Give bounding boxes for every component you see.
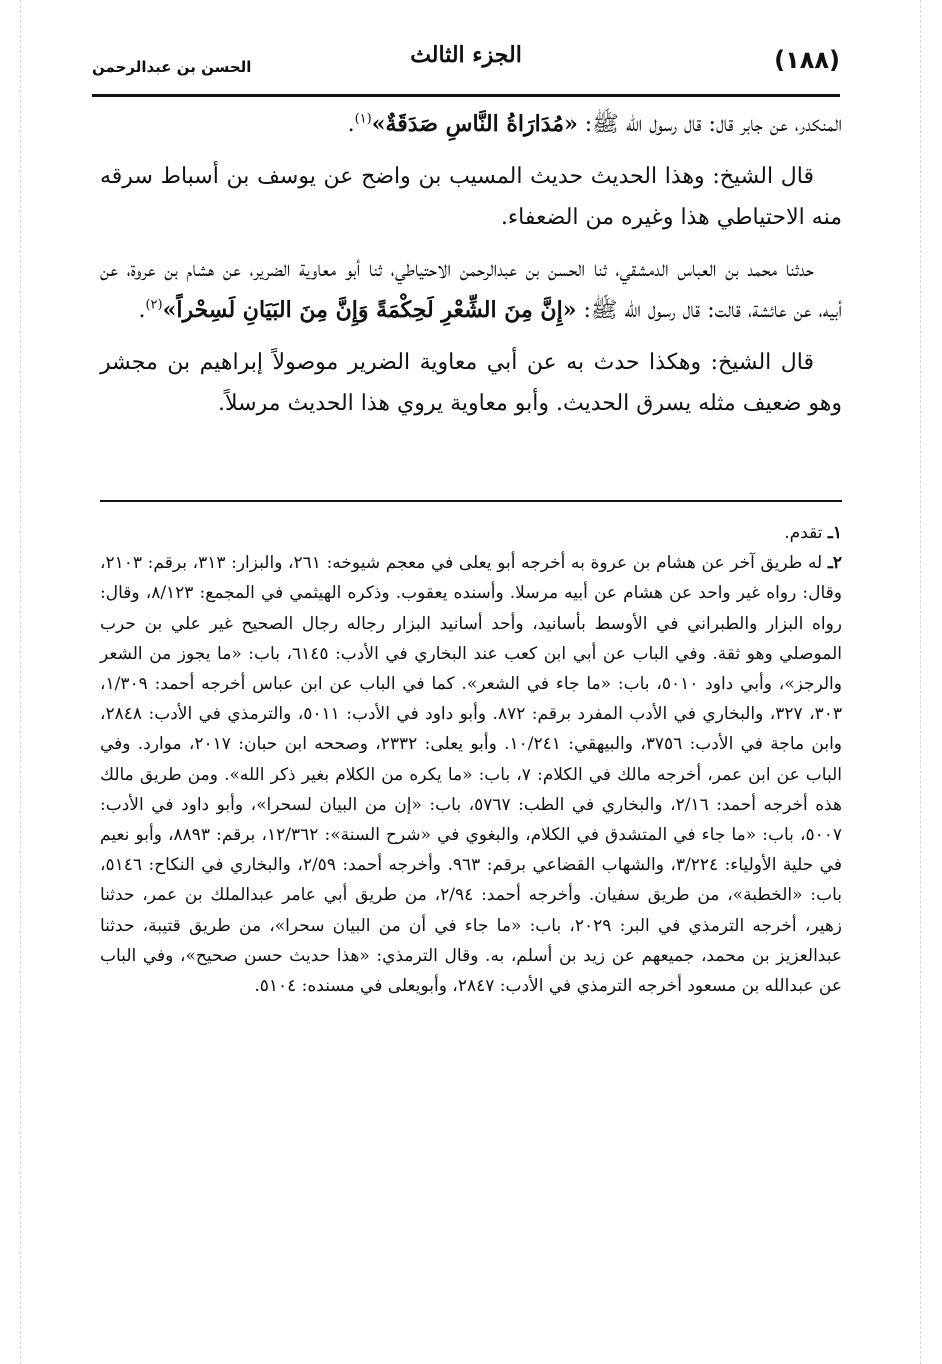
header-rule [92,94,840,97]
paragraph-text: المنكدر، عن جابر قال: قال رسول الله ﷺ: [577,112,842,137]
footnote [100,548,842,1001]
binding-dotted-line [20,0,21,1364]
paragraph-text: حدثنا محمد بن العباس الدمشقي، ثنا الحسن بن عبدالرحمن الاحتياطي، ثنا أبو معاوية الضرير، عن هشام بن عروة، عن أبيه، عن عائشة، قالت: قال رسول الله ﷺ: [100,257,842,323]
page-number: (١٨٨) [774,46,840,74]
paragraph [100,104,842,145]
hadith-quote: «مُدَارَاةُ النَّاسِ صَدَقَةٌ» [371,111,578,137]
footnote-number: ١ـ [827,523,842,543]
paragraph: قال الشيخ: وهذا الحديث حديث المسيب بن واضح عن يوسف بن أسباط سرقه منه الاحتياطي هذا وغيره من الضعفاء. [100,164,842,230]
footnote-number: ٢ـ [827,553,843,574]
running-title: الحسن بن عبدالرحمن [92,58,252,76]
footnote-ref: (٢) [145,297,163,313]
page-header [92,36,840,90]
hadith-quote: «إِنَّ مِنَ الشِّعْرِ لَحِكْمَةً وَإِنَّ مِنَ البَيَانِ لَسِحْراً» [162,297,577,323]
footnote-text: تقدم. [784,523,823,543]
paragraph-end: . [138,298,146,323]
footnotes [100,518,842,1001]
paragraph [100,249,842,331]
footnote-ref: (١) [354,111,372,127]
paragraph: قال الشيخ: وهكذا حدث به عن أبي معاوية الضرير موصولاً إبراهيم بن مجشر وهو ضعيف مثله يسرق الحديث. وأبو معاوية يروي هذا الحديث مرسلاً. [100,350,842,416]
footnote [100,518,842,548]
part-title: الجزء الثالث [410,42,522,68]
binding-dotted-line [920,0,921,1364]
footnote-text: له طريق آخر عن هشام بن عروة به أخرجه أبو يعلى في معجم شيوخه: ٢٦١، والبزار: ٣١٣، برقم: ٢١٠٣، وقال: رواه غير واحد عن هشام عن أبيه مرسلا. وأسنده يعقوب. وذكره الهيثمي في المجمع: ٨/١٢٣، وقال: رواه البزار والطبراني في الأوسط بأسانيد، وأحد أسانيد البزار رجاله رجال الصحيح غير علي بن حرب الموصلي وهو ثقة. وفي الباب عن أبي ابن كعب عند البخاري في الأدب: ٦١٤٥، باب: «ما يجوز من الشعر والرجز»، وأبي داود ٥٠١٠، باب: «ما جاء في الشعر». كما في الباب عن ابن عباس أخرجه أحمد: ١/٣٠٩، ٣٠٣، ٣٢٧، والبخاري في الأدب المفرد برقم: ٨٧٢. وأبو داود في الأدب: ٥٠١١، والترمذي في الأدب: ٢٨٤٨، وابن ماجة في الأدب: ٣٧٥٦، والبيهقي: ١٠/٢٤١. وأبو يعلى: ٢٣٣٢، وصححه ابن حبان: ٢٠١٧، موارد. وفي الباب عن ابن عمر، أخرجه مالك في الكلام: ٧، باب: «ما يكره من الكلام بغير ذكر الله». ومن طريق مالك هذه أخرجه أحمد: ٢/١٦، والبخاري في الطب: ٥٧٦٧، باب: «إن من البيان لسحرا»، وأبو داود في الأدب: ٥٠٠٧، باب: «ما جاء في المتشدق في الكلام، والبغوي في «شرح السنة»: ١٢/٣٦٢، برقم: ٨٨٩٣، وأبو نعيم في حلية الأولياء: ٣/٢٢٤، والشهاب القضاعي برقم: ٩٦٣. وأخرجه أحمد: ٢/٥٩، والبخاري في النكاح: ٥١٤٦، باب: «الخطبة»، من طريق سفيان. وأخرجه أحمد: ٢/٩٤، من طريق أبي عامر عبدالملك بن عمر، حدثنا زهير، أخرجه الترمذي في البر: ٢٠٢٩، باب: «ما جاء في أن من البيان سحرا»، من طريق قتيبة، حدثنا عبدالعزيز بن محمد، جميعهم عن زيد بن أسلم، به. وقال الترمذي: «هذا حديث حسن صحيح»، وفي الباب عن عبدالله بن مسعود أخرجه الترمذي في الأدب: ٢٨٤٧، وأبويعلى في مسنده: ٥١٠٤. [100,553,843,997]
main-text [100,104,842,435]
paragraph-end: . [347,112,355,137]
footnote-rule [100,500,842,502]
